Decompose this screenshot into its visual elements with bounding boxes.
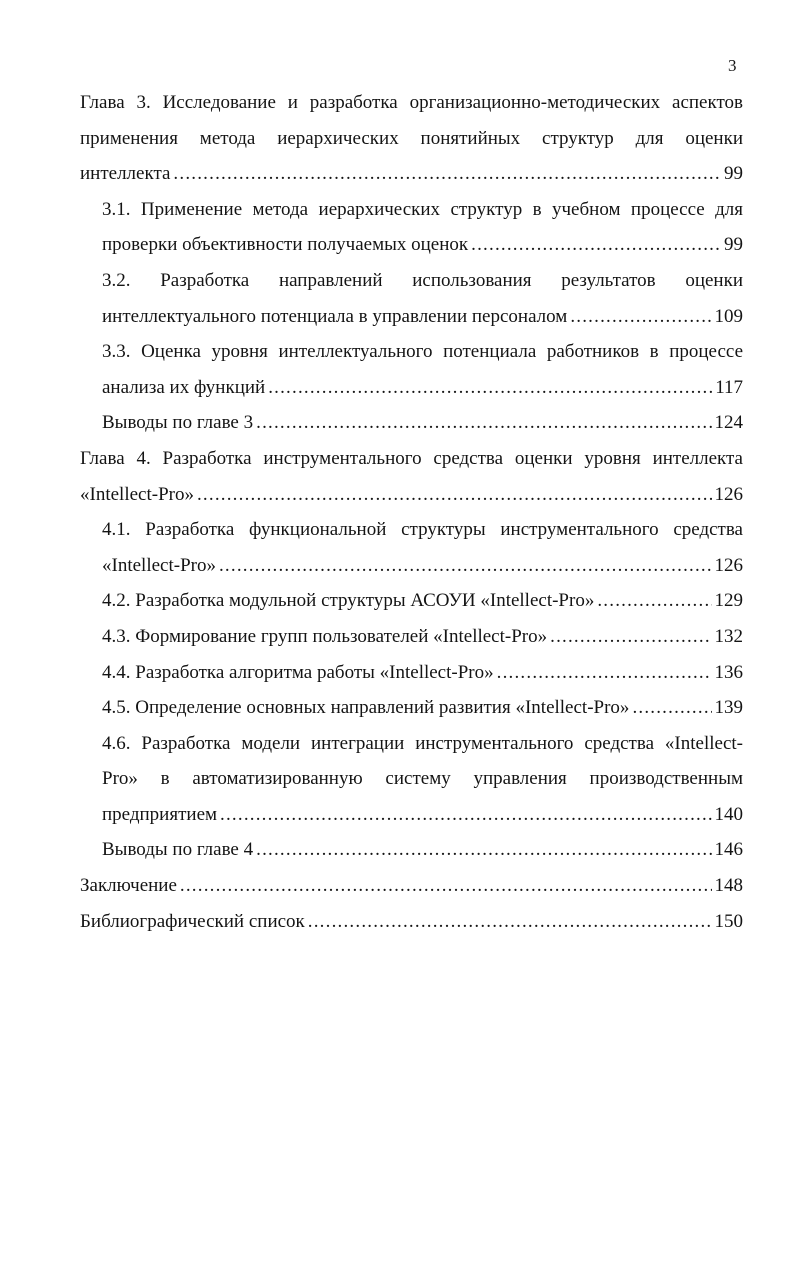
toc-entry-section-4-5 xyxy=(102,690,743,726)
toc-entry-line: Pro» в автоматизированную систему управления производственным xyxy=(102,768,743,790)
toc-entry-leader-line xyxy=(102,299,743,335)
toc-entry-leader-line xyxy=(80,904,743,940)
table-of-contents xyxy=(80,85,743,939)
toc-entry-line: 4.1. Разработка функциональной структуры инструментального средства xyxy=(102,519,743,541)
toc-entry-title: 4.2. Разработка модульной структуры АСОУИ «Intellect-Pro» xyxy=(102,590,595,612)
dot-leader xyxy=(570,299,711,335)
toc-entry-section-4-1 xyxy=(102,512,743,583)
toc-entry-leader-line xyxy=(102,227,743,263)
toc-entry-title: 4.5. Определение основных направлений развития «Intellect-Pro» xyxy=(102,697,630,719)
dot-leader xyxy=(471,227,721,263)
toc-entry-leader-line xyxy=(102,690,743,726)
toc-entry-bibliography xyxy=(80,904,743,940)
toc-entry-title: Выводы по главе 4 xyxy=(102,839,254,861)
toc-entry-title: 4.3. Формирование групп пользователей «Intellect-Pro» xyxy=(102,625,548,647)
toc-entry-leader-line xyxy=(102,655,743,691)
toc-entry-page: 140 xyxy=(714,803,743,825)
toc-entry-page: 132 xyxy=(714,625,743,647)
toc-entry-conclusions-4 xyxy=(102,832,743,868)
toc-entry-line: Глава 3. Исследование и разработка организационно-методических аспектов xyxy=(80,92,743,113)
dot-leader xyxy=(497,655,712,691)
toc-entry-line: 3.3. Оценка уровня интеллектуального потенциала работников в процессе xyxy=(102,341,743,363)
toc-entry-title: «Intellect-Pro» xyxy=(102,554,216,576)
toc-entry-page: 126 xyxy=(714,483,743,505)
toc-entry-leader-line xyxy=(102,548,743,584)
toc-entry-title: интеллектуального потенциала в управлении персоналом xyxy=(102,305,568,327)
toc-entry-section-4-4 xyxy=(102,655,743,691)
toc-entry-leader-line xyxy=(102,832,743,868)
toc-entry-page: 99 xyxy=(724,163,743,185)
toc-entry-leader-line xyxy=(102,583,743,619)
toc-entry-section-3-2 xyxy=(102,263,743,334)
toc-entry-page: 126 xyxy=(714,554,743,576)
toc-entry-chapter-3 xyxy=(80,85,743,192)
toc-entry-leader-line xyxy=(102,797,743,833)
toc-entry-title: Выводы по главе 3 xyxy=(102,412,254,434)
toc-entry-page: 117 xyxy=(715,376,743,398)
toc-entry-page: 146 xyxy=(714,839,743,861)
toc-entry-leader-line xyxy=(80,156,743,192)
toc-entry-title: анализа их функций xyxy=(102,376,266,398)
dot-leader xyxy=(173,156,721,192)
toc-entry-page: 136 xyxy=(714,661,743,683)
toc-entry-line: Глава 4. Разработка инструментального средства оценки уровня интеллекта xyxy=(80,447,743,469)
toc-entry-leader-line xyxy=(102,405,743,441)
toc-entry-section-4-6 xyxy=(102,726,743,833)
toc-entry-line: применения метода иерархических понятийных структур для оценки xyxy=(80,127,743,149)
toc-entry-page: 99 xyxy=(724,234,743,256)
dot-leader xyxy=(220,797,711,833)
toc-entry-page: 109 xyxy=(714,305,743,327)
toc-entry-page: 150 xyxy=(714,910,743,932)
toc-entry-section-4-2 xyxy=(102,583,743,619)
toc-entry-page: 124 xyxy=(714,412,743,434)
toc-entry-section-3-3 xyxy=(102,334,743,405)
toc-entry-title: 4.4. Разработка алгоритма работы «Intellect-Pro» xyxy=(102,661,494,683)
dot-leader xyxy=(550,619,711,655)
toc-entry-leader-line xyxy=(80,868,743,904)
toc-entry-title: предприятием xyxy=(102,803,218,825)
toc-entry-line: 3.2. Разработка направлений использования результатов оценки xyxy=(102,269,743,291)
toc-entry-conclusion xyxy=(80,868,743,904)
dot-leader xyxy=(180,868,712,904)
page-number: 3 xyxy=(728,56,737,75)
toc-entry-title: проверки объективности получаемых оценок xyxy=(102,234,469,256)
toc-entry-title: «Intellect-Pro» xyxy=(80,483,194,505)
toc-entry-leader-line xyxy=(102,370,743,406)
toc-entry-page: 129 xyxy=(714,590,743,612)
dot-leader xyxy=(632,690,711,726)
dot-leader xyxy=(197,477,712,513)
toc-entry-line: 3.1. Применение метода иерархических структур в учебном процессе для xyxy=(102,198,743,220)
dot-leader xyxy=(219,548,712,584)
toc-entry-page: 148 xyxy=(714,875,743,897)
toc-entry-leader-line xyxy=(80,477,743,513)
toc-entry-section-3-1 xyxy=(102,192,743,263)
toc-entry-chapter-4 xyxy=(80,441,743,512)
toc-entry-leader-line xyxy=(102,619,743,655)
dot-leader xyxy=(308,904,712,940)
toc-entry-title: интеллекта xyxy=(80,163,171,185)
toc-entry-line: 4.6. Разработка модели интеграции инструментального средства «Intellect- xyxy=(102,732,743,754)
toc-entry-page: 139 xyxy=(714,697,743,719)
toc-entry-title: Заключение xyxy=(80,875,177,897)
dot-leader xyxy=(268,370,712,406)
dot-leader xyxy=(597,583,711,619)
toc-entry-section-4-3 xyxy=(102,619,743,655)
toc-entry-title: Библиографический список xyxy=(80,910,305,932)
toc-entry-conclusions-3 xyxy=(102,405,743,441)
dot-leader xyxy=(256,832,711,868)
dot-leader xyxy=(256,405,711,441)
